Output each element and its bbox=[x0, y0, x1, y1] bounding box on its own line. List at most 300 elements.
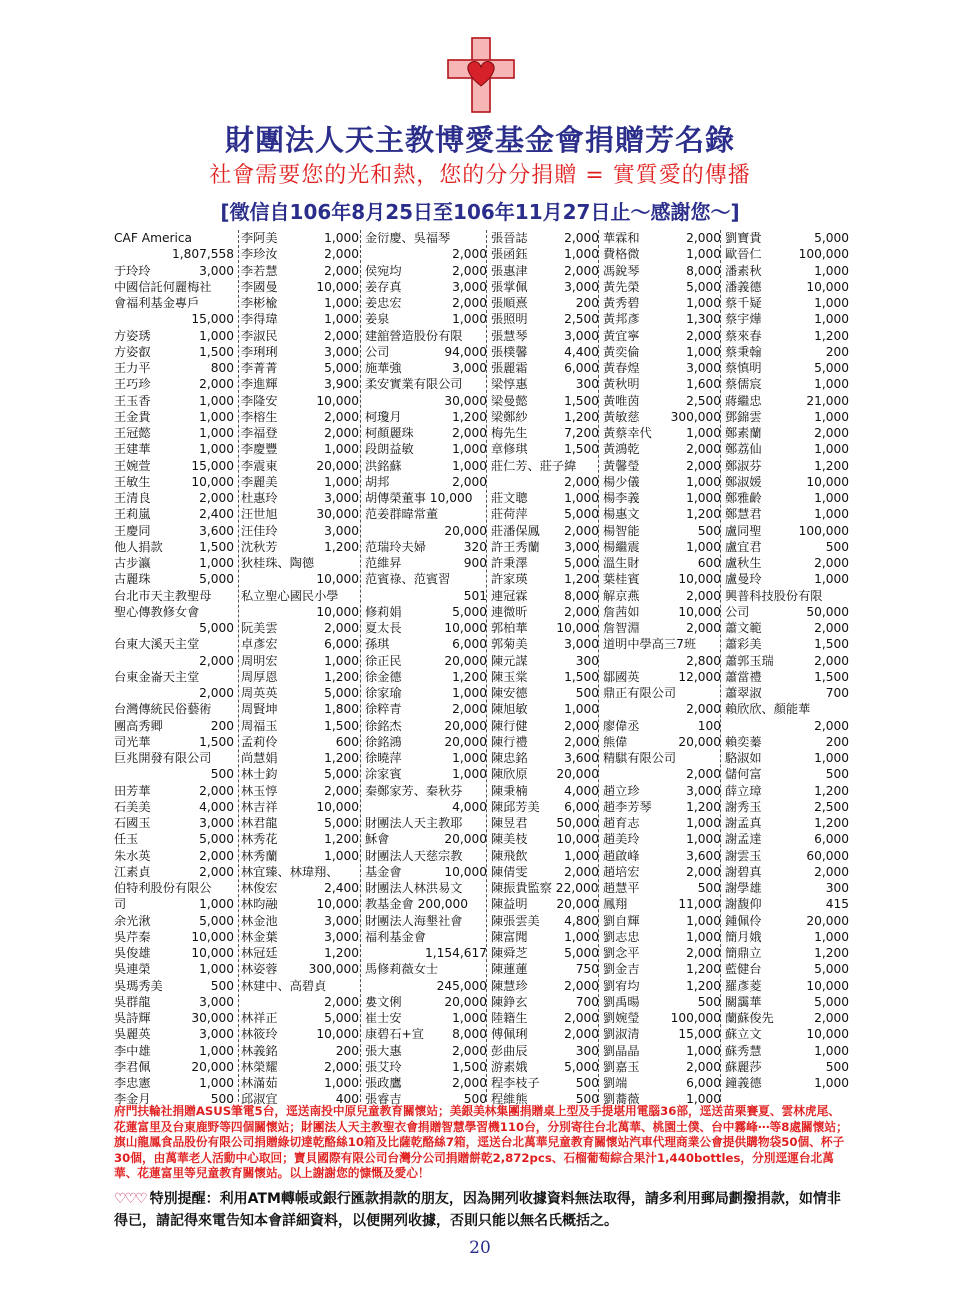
donation-amount: 5,000 bbox=[324, 361, 359, 375]
donor-row bbox=[241, 458, 359, 474]
donor-name: 莊仁芳、莊子緯 bbox=[491, 458, 577, 473]
donation-amount: 1,000 bbox=[686, 426, 721, 440]
donor-row bbox=[603, 864, 721, 880]
donation-amount: 2,000 bbox=[564, 864, 599, 879]
donor-name: 駱淑如 bbox=[725, 751, 762, 765]
donor-row bbox=[241, 896, 359, 912]
donation-amount: 5,000 bbox=[814, 994, 849, 1009]
donation-amount: 500 bbox=[575, 1076, 599, 1090]
donation-amount: 2,000 bbox=[686, 1059, 721, 1074]
donor-name: 林宜臻、林瑋翔、 bbox=[241, 864, 339, 879]
donor-name: 傅佩琍 bbox=[491, 1027, 528, 1042]
donor-row bbox=[365, 636, 487, 652]
donor-row bbox=[491, 750, 599, 766]
donation-amount: 10,000 bbox=[316, 604, 359, 619]
donor-row bbox=[114, 506, 234, 522]
donor-name: 鳳翔 bbox=[603, 897, 628, 912]
donor-row bbox=[114, 523, 234, 539]
donor-name: 莊潘保鳳 bbox=[491, 523, 540, 538]
donor-row bbox=[603, 311, 721, 327]
donor-row bbox=[241, 506, 359, 522]
donation-amount: 2,000 bbox=[686, 458, 721, 473]
donation-amount: 2,000 bbox=[452, 296, 487, 310]
donor-name: 柯顏麗珠 bbox=[365, 426, 414, 440]
donor-row bbox=[491, 1026, 599, 1042]
donation-amount: 1,000 bbox=[686, 832, 721, 847]
donation-amount: 501 bbox=[463, 588, 487, 603]
donor-row bbox=[603, 978, 721, 994]
donor-row bbox=[365, 848, 487, 864]
donation-amount: 1,154,617 bbox=[424, 946, 487, 960]
donation-amount: 1,200 bbox=[686, 978, 721, 993]
donor-row bbox=[365, 604, 487, 620]
donor-row bbox=[603, 490, 721, 506]
donor-row bbox=[491, 701, 599, 717]
donor-name: 王敏生 bbox=[114, 474, 151, 489]
donor-row bbox=[365, 653, 487, 669]
donor-row bbox=[491, 620, 599, 636]
donation-amount: 750 bbox=[575, 962, 599, 977]
donation-amount: 1,000 bbox=[686, 816, 721, 830]
donor-row bbox=[603, 474, 721, 490]
donation-amount: 1,000 bbox=[199, 897, 234, 912]
donor-name: 蕭當禮 bbox=[725, 669, 762, 684]
donor-name: 洪銘蘇 bbox=[365, 458, 402, 473]
donor-name: 林秀花 bbox=[241, 832, 278, 847]
donor-name: 張惠津 bbox=[491, 263, 528, 278]
donor-row bbox=[114, 880, 234, 896]
donation-amount: 20,000 bbox=[444, 832, 487, 847]
donor-row bbox=[491, 393, 599, 409]
donation-amount: 1,000 bbox=[199, 1043, 234, 1058]
donor-name: 修莉娟 bbox=[365, 604, 402, 619]
donor-name: 石國玉 bbox=[114, 816, 151, 830]
donor-row bbox=[365, 571, 487, 587]
donor-name: 林金池 bbox=[241, 913, 278, 928]
donation-amount: 1,200 bbox=[564, 572, 599, 587]
donor-row bbox=[114, 263, 234, 279]
donor-row bbox=[725, 604, 849, 620]
donor-name: 黃先榮 bbox=[603, 279, 640, 294]
donor-row bbox=[725, 246, 849, 262]
donation-amount: 4,000 bbox=[452, 799, 487, 814]
donor-row bbox=[491, 555, 599, 571]
donation-amount: 2,000 bbox=[452, 1076, 487, 1090]
donor-row bbox=[114, 441, 234, 457]
donor-row bbox=[603, 1026, 721, 1042]
donation-amount: 20,000 bbox=[316, 458, 359, 473]
donor-row bbox=[491, 880, 599, 896]
donation-amount: 15,000 bbox=[678, 1027, 721, 1042]
donor-name: 謝馥仰 bbox=[725, 897, 762, 912]
donation-amount: 3,600 bbox=[564, 751, 599, 765]
donor-row bbox=[365, 896, 487, 912]
donor-name: 鄭素蘭 bbox=[725, 426, 762, 440]
donor-name: 謝孟真 bbox=[725, 816, 762, 830]
donor-name: 林君龍 bbox=[241, 816, 278, 830]
donor-row bbox=[365, 701, 487, 717]
donor-row bbox=[241, 1075, 359, 1091]
donation-amount: 3,000 bbox=[452, 279, 487, 294]
donor-row bbox=[491, 945, 599, 961]
donation-amount: 2,000 bbox=[564, 523, 599, 538]
donation-amount: 300 bbox=[575, 653, 599, 668]
donor-name: 會福利基金專戶 bbox=[114, 296, 200, 310]
donor-name: 張艾玲 bbox=[365, 1059, 402, 1074]
donor-row bbox=[491, 913, 599, 929]
donor-row bbox=[241, 961, 359, 977]
donor-name: 許秉澤 bbox=[491, 556, 528, 570]
donor-name: 陳昱君 bbox=[491, 816, 528, 830]
donor-name: 涂家賓 bbox=[365, 767, 402, 782]
donation-amount: 60,000 bbox=[806, 848, 849, 863]
donation-amount: 1,000 bbox=[814, 929, 849, 944]
donor-row bbox=[491, 376, 599, 392]
donor-row bbox=[241, 263, 359, 279]
donor-name: 梁曼懿 bbox=[491, 393, 528, 408]
donor-name: 趙培宏 bbox=[603, 864, 640, 879]
donor-row bbox=[725, 344, 849, 360]
donor-name: 張函鈺 bbox=[491, 247, 528, 262]
donation-amount: 1,000 bbox=[564, 491, 599, 505]
donor-name: 林榮耀 bbox=[241, 1059, 278, 1074]
donor-column-4 bbox=[486, 230, 599, 1107]
donor-row bbox=[725, 701, 849, 717]
donor-row bbox=[365, 620, 487, 636]
donation-amount: 5,000 bbox=[324, 816, 359, 830]
donation-amount: 2,000 bbox=[564, 718, 599, 733]
donor-name: 鄭慧君 bbox=[725, 507, 762, 522]
donor-row bbox=[114, 458, 234, 474]
donor-row bbox=[491, 1043, 599, 1059]
donor-row bbox=[241, 701, 359, 717]
donor-name: 李阿美 bbox=[241, 231, 278, 245]
donation-amount: 320 bbox=[463, 539, 487, 554]
donation-amount: 11,000 bbox=[678, 897, 721, 912]
donor-name: 李忠憲 bbox=[114, 1076, 151, 1090]
donor-row bbox=[491, 653, 599, 669]
donation-amount: 2,000 bbox=[324, 328, 359, 343]
donor-name: 謝雲玉 bbox=[725, 848, 762, 863]
donor-name: 徐正民 bbox=[365, 653, 402, 668]
donor-name: 朱水英 bbox=[114, 848, 151, 863]
donor-name: 李慶豐 bbox=[241, 442, 278, 457]
donation-amount: 500 bbox=[697, 523, 721, 538]
donation-amount: 2,000 bbox=[564, 231, 599, 245]
donor-row bbox=[725, 620, 849, 636]
donor-row bbox=[365, 490, 487, 506]
donor-row bbox=[725, 718, 849, 734]
donor-name: 蔡秉翰 bbox=[725, 344, 762, 359]
donation-amount: 20,000 bbox=[444, 523, 487, 538]
donor-name: 劉宥均 bbox=[603, 978, 640, 993]
donation-amount: 20,000 bbox=[444, 718, 487, 733]
donor-row bbox=[491, 441, 599, 457]
donor-name: 范維昇 bbox=[365, 556, 402, 570]
donor-row bbox=[491, 328, 599, 344]
donor-name: 柔安實業有限公司 bbox=[365, 377, 463, 392]
donor-name: 徐金德 bbox=[365, 669, 402, 684]
donor-name: 財團法人天主教耶 bbox=[365, 816, 463, 830]
donor-name: 莊文聰 bbox=[491, 491, 528, 505]
donation-amount: 2,400 bbox=[324, 881, 359, 895]
donation-amount: 200 bbox=[825, 734, 849, 749]
donor-name: 福利基金會 bbox=[365, 929, 426, 944]
donor-name: CAF America bbox=[114, 231, 193, 245]
donor-name: 台北市天主教聖母 bbox=[114, 588, 212, 603]
donor-row bbox=[725, 783, 849, 799]
donor-name: 梁惇惠 bbox=[491, 377, 528, 392]
donor-row bbox=[725, 263, 849, 279]
donation-amount: 15,000 bbox=[191, 312, 234, 327]
donor-name: 吳詩輝 bbox=[114, 1011, 151, 1025]
donor-name: 劉婉瑩 bbox=[603, 1011, 640, 1025]
donor-name: 蕭彩美 bbox=[725, 637, 762, 652]
donor-row bbox=[241, 636, 359, 652]
donor-column-1 bbox=[114, 230, 234, 1107]
donor-name: 台東大溪天主堂 bbox=[114, 637, 200, 652]
donor-name: 周賢坤 bbox=[241, 702, 278, 717]
donor-row bbox=[491, 799, 599, 815]
donation-amount: 1,000 bbox=[686, 247, 721, 262]
donor-name: 蘇麗莎 bbox=[725, 1059, 762, 1074]
donation-amount: 2,500 bbox=[814, 799, 849, 814]
donation-amount: 1,000 bbox=[814, 409, 849, 424]
donation-amount: 10,000 bbox=[678, 604, 721, 619]
donor-name: 張麗霜 bbox=[491, 361, 528, 375]
donor-column-6 bbox=[720, 230, 849, 1102]
donation-amount: 5,000 bbox=[324, 1011, 359, 1025]
donor-name: 陳錚玄 bbox=[491, 994, 528, 1009]
donation-amount: 900 bbox=[463, 556, 487, 570]
donor-name: 熊偉 bbox=[603, 734, 628, 749]
donor-name: 馮銳琴 bbox=[603, 263, 640, 278]
donation-amount: 1,200 bbox=[814, 458, 849, 473]
donor-row bbox=[491, 864, 599, 880]
donation-amount: 20,000 bbox=[678, 734, 721, 749]
donation-amount: 5,000 bbox=[564, 946, 599, 960]
donor-name: 費格微 bbox=[603, 247, 640, 262]
donor-row bbox=[241, 490, 359, 506]
donation-amount: 94,000 bbox=[444, 344, 487, 359]
donor-name: 施華強 bbox=[365, 361, 402, 375]
donor-row bbox=[114, 766, 234, 782]
donation-amount: 500 bbox=[697, 994, 721, 1009]
donor-name: 周英英 bbox=[241, 686, 278, 700]
donor-name: 黃邦彥 bbox=[603, 312, 640, 327]
donor-row bbox=[241, 880, 359, 896]
donation-amount: 20,000 bbox=[556, 897, 599, 912]
donation-amount: 2,000 bbox=[686, 621, 721, 635]
donor-name: 章修琪 bbox=[491, 442, 528, 457]
donor-name: 吳瑪秀美 bbox=[114, 978, 163, 993]
donation-amount: 2,000 bbox=[199, 686, 234, 700]
donation-amount: 2,000 bbox=[814, 718, 849, 733]
donor-row bbox=[491, 588, 599, 604]
donor-name: 徐家瑜 bbox=[365, 686, 402, 700]
donor-name: 陳安德 bbox=[491, 686, 528, 700]
donor-row bbox=[725, 815, 849, 831]
donor-row bbox=[365, 376, 487, 392]
donor-name: 穌會 bbox=[365, 832, 390, 847]
donor-name: 汪世旭 bbox=[241, 507, 278, 522]
donor-row bbox=[725, 896, 849, 912]
donation-amount: 10,000 bbox=[316, 897, 359, 912]
donation-amount: 400 bbox=[335, 1092, 359, 1107]
donor-row bbox=[491, 766, 599, 782]
donor-row bbox=[241, 295, 359, 311]
donation-amount: 1,000 bbox=[199, 442, 234, 457]
donor-row bbox=[725, 230, 849, 246]
donation-amount: 2,000 bbox=[564, 1027, 599, 1042]
donor-row bbox=[725, 328, 849, 344]
donation-amount: 50,000 bbox=[806, 604, 849, 619]
donation-amount: 100 bbox=[697, 718, 721, 733]
donation-amount: 500 bbox=[575, 686, 599, 700]
donation-amount: 200 bbox=[575, 296, 599, 310]
donor-row bbox=[491, 474, 599, 490]
donor-row bbox=[365, 360, 487, 376]
donor-row bbox=[603, 1043, 721, 1059]
donor-row bbox=[603, 1075, 721, 1091]
donation-amount: 10,000 bbox=[806, 978, 849, 993]
donation-amount: 5,000 bbox=[199, 621, 234, 635]
donation-amount: 3,000 bbox=[324, 523, 359, 538]
donor-name: 鐘義德 bbox=[725, 1076, 762, 1090]
donor-name: 蔡儒宸 bbox=[725, 377, 762, 392]
donor-row bbox=[114, 344, 234, 360]
donor-row bbox=[241, 523, 359, 539]
donor-row bbox=[114, 945, 234, 961]
donation-amount: 2,000 bbox=[686, 328, 721, 343]
donation-amount: 1,000 bbox=[324, 296, 359, 310]
donation-amount: 8,000 bbox=[686, 263, 721, 278]
donation-amount: 30,000 bbox=[316, 507, 359, 522]
donor-name: 儲何富 bbox=[725, 767, 762, 782]
donation-amount: 3,000 bbox=[199, 816, 234, 830]
donor-name: 李進輝 bbox=[241, 377, 278, 392]
donation-amount: 6,000 bbox=[686, 1076, 721, 1090]
donation-amount: 500 bbox=[575, 1092, 599, 1107]
donor-list bbox=[114, 230, 850, 1107]
donor-name: 莊荷萍 bbox=[491, 507, 528, 522]
donation-amount: 1,000 bbox=[199, 328, 234, 343]
donor-row bbox=[241, 864, 359, 880]
donor-name: 聖心傳教修女會 bbox=[114, 604, 200, 619]
donation-amount: 10,000 bbox=[316, 799, 359, 814]
donor-name: 林義銘 bbox=[241, 1043, 278, 1058]
donor-row bbox=[365, 913, 487, 929]
donor-row bbox=[241, 539, 359, 555]
donation-amount: 600 bbox=[335, 734, 359, 749]
donor-row bbox=[603, 880, 721, 896]
donor-row bbox=[365, 344, 487, 360]
donor-row bbox=[365, 685, 487, 701]
donation-amount: 10,000 bbox=[316, 1027, 359, 1042]
donor-row bbox=[491, 1059, 599, 1075]
donor-name: 蘇立文 bbox=[725, 1027, 762, 1042]
donor-row bbox=[114, 815, 234, 831]
donor-row bbox=[365, 1075, 487, 1091]
donor-row bbox=[241, 734, 359, 750]
donor-row bbox=[725, 441, 849, 457]
donor-row bbox=[491, 896, 599, 912]
donor-name: 楊李義 bbox=[603, 491, 640, 505]
donor-row bbox=[114, 929, 234, 945]
donation-amount: 21,000 bbox=[806, 393, 849, 408]
donor-row bbox=[725, 393, 849, 409]
donation-amount: 1,200 bbox=[324, 832, 359, 847]
donor-name: 王金貴 bbox=[114, 409, 151, 424]
donor-row bbox=[725, 360, 849, 376]
donation-amount: 2,000 bbox=[814, 621, 849, 635]
donation-amount: 10,000 bbox=[444, 864, 487, 879]
donor-row bbox=[365, 961, 487, 977]
donor-row bbox=[114, 311, 234, 327]
donor-row bbox=[365, 311, 487, 327]
donation-amount: 415 bbox=[825, 897, 849, 912]
donor-name: 謝學雄 bbox=[725, 881, 762, 895]
donation-amount: 2,000 bbox=[814, 653, 849, 668]
donor-row bbox=[365, 880, 487, 896]
donor-name: 劉金吉 bbox=[603, 962, 640, 977]
donor-row bbox=[114, 425, 234, 441]
donor-row bbox=[603, 734, 721, 750]
donor-row bbox=[365, 279, 487, 295]
donor-row bbox=[241, 425, 359, 441]
donor-name: 古步瀛 bbox=[114, 556, 151, 570]
donor-name: 鍾佩伶 bbox=[725, 913, 762, 928]
donation-amount: 500 bbox=[825, 1059, 849, 1074]
donor-name: 建舘營造股份有限 bbox=[365, 328, 463, 343]
donation-amount: 10,000 bbox=[191, 929, 234, 944]
donor-name: 趙慧平 bbox=[603, 881, 640, 895]
donation-amount: 2,000 bbox=[324, 426, 359, 440]
donor-name: 劉寶貴 bbox=[725, 231, 762, 245]
donor-name: 陳欣原 bbox=[491, 767, 528, 782]
donor-name: 徐粹青 bbox=[365, 702, 402, 717]
donation-amount: 2,400 bbox=[199, 507, 234, 522]
donation-amount: 3,000 bbox=[199, 263, 234, 278]
donor-name: 連微昕 bbox=[491, 604, 528, 619]
donor-row bbox=[241, 766, 359, 782]
donation-amount: 1,000 bbox=[324, 231, 359, 245]
donor-name: 司 bbox=[114, 897, 127, 912]
donation-amount: 1,000 bbox=[199, 1076, 234, 1090]
donation-amount: 1,000 bbox=[452, 442, 487, 457]
donor-row bbox=[114, 750, 234, 766]
donor-row bbox=[365, 539, 487, 555]
donor-row bbox=[241, 230, 359, 246]
donation-amount: 500 bbox=[210, 767, 234, 782]
donation-amount: 300 bbox=[825, 881, 849, 895]
donor-name: 蕭翠淑 bbox=[725, 686, 762, 700]
donor-name: 公司 bbox=[365, 344, 390, 359]
donor-name: 李震東 bbox=[241, 458, 278, 473]
donor-name: 江素貞 bbox=[114, 864, 151, 879]
donor-name: 薛立璋 bbox=[725, 783, 762, 798]
donation-amount: 6,000 bbox=[452, 637, 487, 652]
donor-name: 金衍慶、吳福琴 bbox=[365, 231, 451, 245]
donation-amount: 500 bbox=[825, 539, 849, 554]
donor-name: 吳連榮 bbox=[114, 962, 151, 977]
donor-name: 梅先生 bbox=[491, 426, 528, 440]
donation-amount: 1,500 bbox=[324, 718, 359, 733]
donation-amount: 20,000 bbox=[444, 734, 487, 749]
donor-row bbox=[725, 669, 849, 685]
donation-amount: 1,000 bbox=[452, 767, 487, 782]
donor-row bbox=[365, 831, 487, 847]
